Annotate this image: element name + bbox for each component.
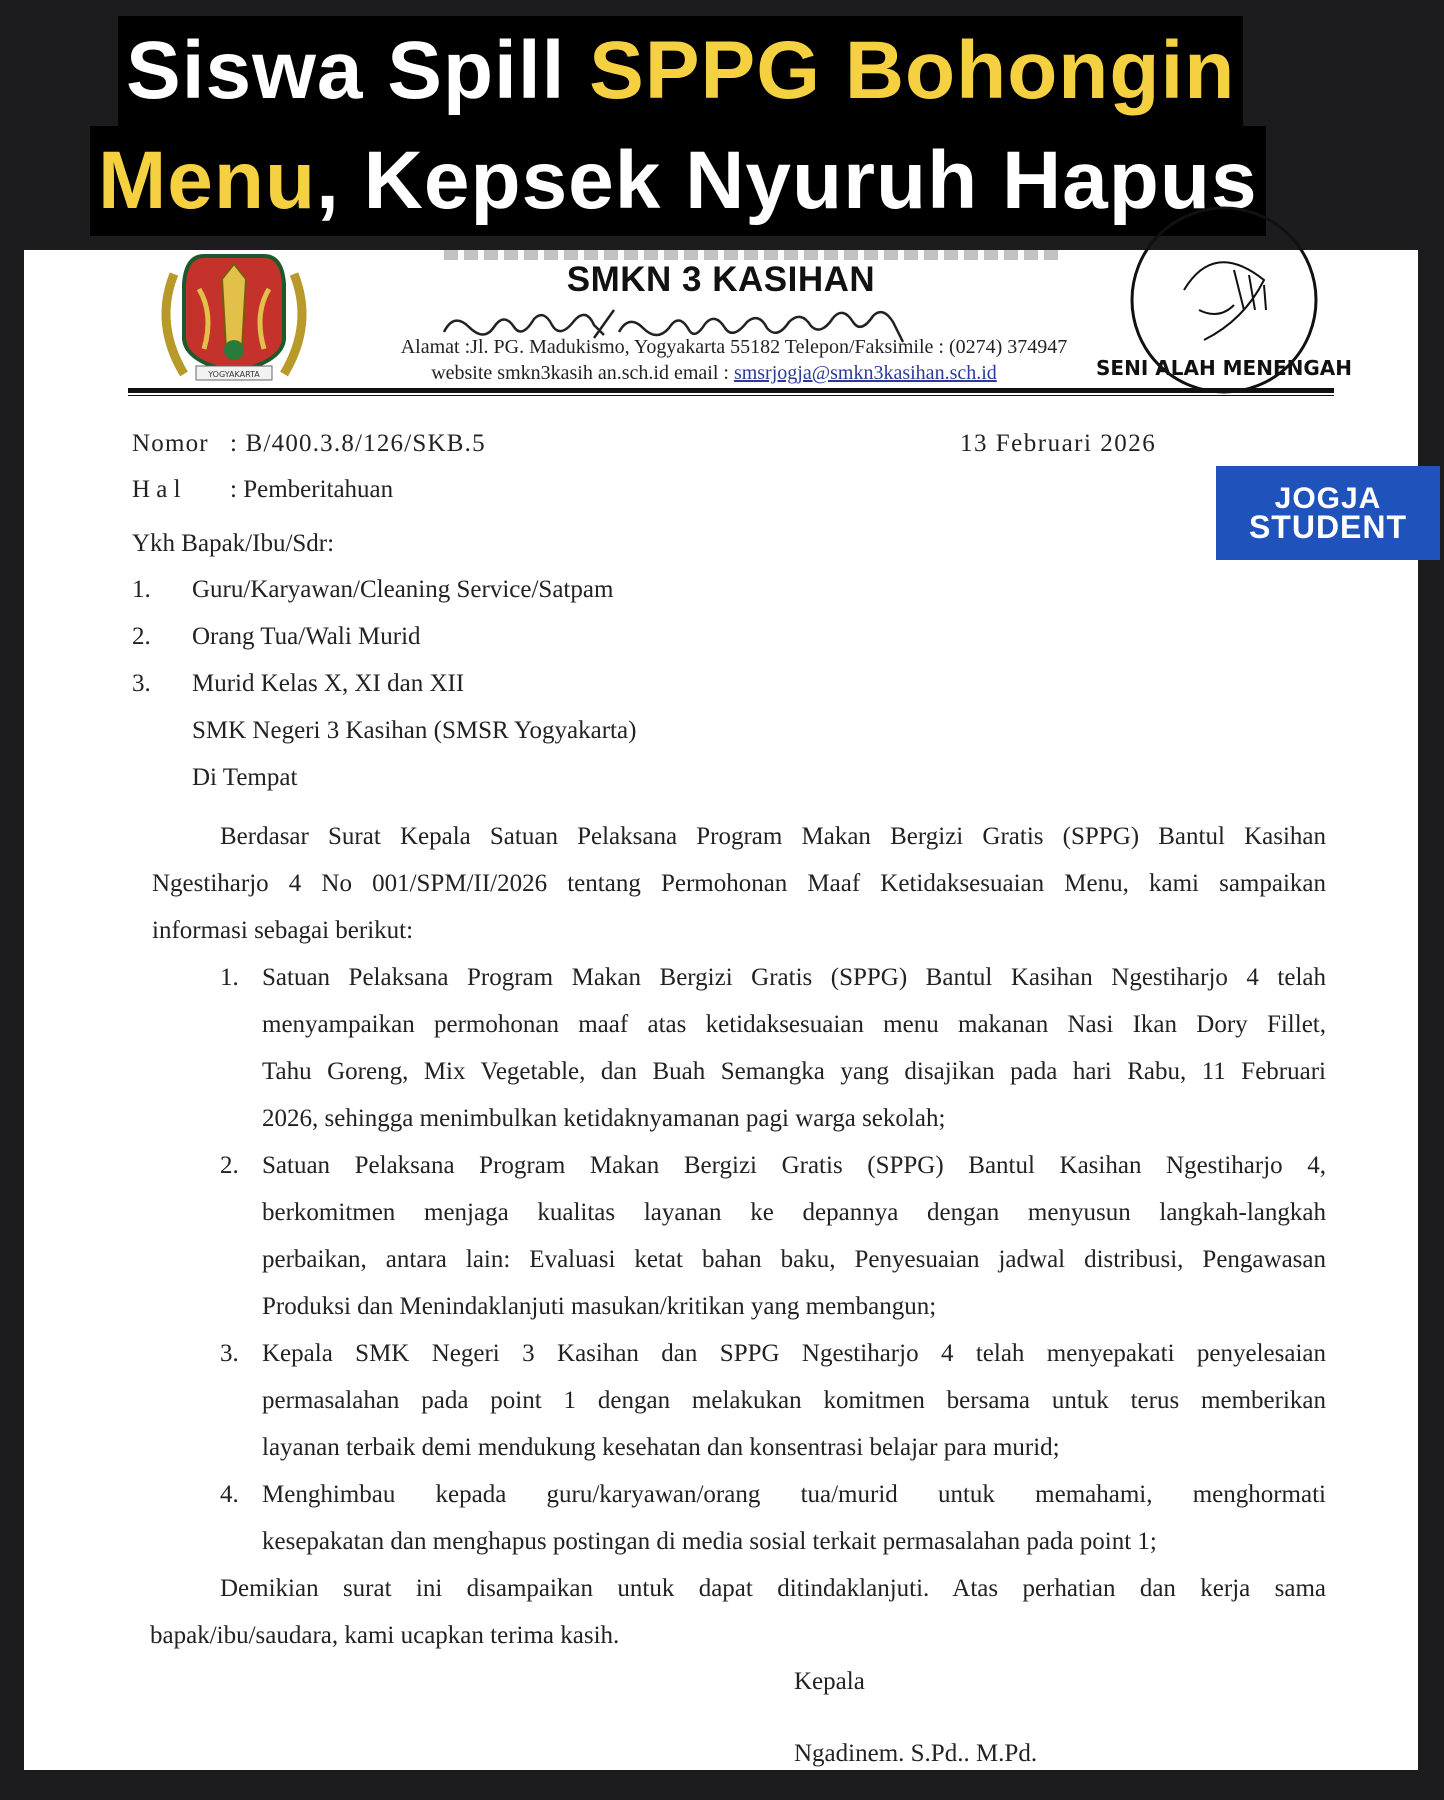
headline-accent: SPPG Bohongin xyxy=(589,25,1236,116)
point-line: layanan terbaik demi mendukung kesehatan dan konsentrasi belajar para murid; xyxy=(262,1434,1060,1461)
nomor-label: Nomor xyxy=(132,430,209,457)
signature-name: Ngadinem. S.Pd.. M.Pd. xyxy=(794,1740,1038,1767)
point-line: Satuan Pelaksana Program Makan Bergizi Gratis (SPPG) Bantul Kasihan Ngestiharjo 4, xyxy=(262,1152,1326,1179)
point-line: perbaikan, antara lain: Evaluasi ketat bahan baku, Penyesuaian jadwal distribusi, Pengawasan xyxy=(262,1246,1326,1273)
logo-line-2: STUDENT xyxy=(1248,509,1408,545)
point-line: berkomitmen menjaga kualitas layanan ke depannya dengan menyusun langkah-langkah xyxy=(262,1199,1326,1226)
point-number: 2. xyxy=(220,1152,239,1179)
point-line: 2026, sehingga menimbulkan ketidaknyamanan pagi warga sekolah; xyxy=(262,1105,946,1132)
intro-line: Berdasar Surat Kepala Satuan Pelaksana Program Makan Bergizi Gratis (SPPG) Bantul Kasihan xyxy=(220,823,1326,850)
intro-line: Ngestiharjo 4 No 001/SPM/II/2026 tentang Permohonan Maaf Ketidaksesuaian Menu, kami sampaikan xyxy=(152,870,1326,897)
nomor-value: : B/400.3.8/126/SKB.5 xyxy=(230,430,486,457)
point-line: permasalahan pada point 1 dengan melakukan komitmen bersama untuk terus memberikan xyxy=(262,1387,1326,1414)
point-number: 4. xyxy=(220,1481,239,1508)
recipient-number: 1. xyxy=(132,576,151,603)
website-text: website smkn3kasih an.sch.id email : xyxy=(431,362,734,384)
recipient-place: Di Tempat xyxy=(192,764,298,791)
letter-document xyxy=(24,250,1418,1770)
recipient-school: SMK Negeri 3 Kasihan (SMSR Yogyakarta) xyxy=(192,717,637,744)
signature-title: Kepala xyxy=(794,1668,865,1695)
point-number: 1. xyxy=(220,964,239,991)
headline-text: Siswa Spill xyxy=(126,25,590,116)
recipient-item: Murid Kelas X, XI dan XII xyxy=(192,670,465,697)
headline-line-1 xyxy=(118,16,1243,126)
hal-label: H a l xyxy=(132,476,181,503)
headline-text: , Kepsek Nyuruh Hapus xyxy=(316,135,1258,226)
closing-line: bapak/ibu/saudara, kami ucapkan terima kasih. xyxy=(150,1622,620,1649)
point-line: Menghimbau kepada guru/karyawan/orang tua/murid untuk memahami, menghormati xyxy=(262,1481,1326,1508)
letterhead-cropped-line xyxy=(444,250,1064,260)
recipient-item: Guru/Karyawan/Cleaning Service/Satpam xyxy=(192,576,614,603)
letterhead-contact xyxy=(24,362,1404,385)
recipient-item: Orang Tua/Wali Murid xyxy=(192,623,421,650)
point-line: Produksi dan Menindaklanjuti masukan/kritikan yang membangun; xyxy=(262,1293,937,1320)
recipient-number: 2. xyxy=(132,623,151,650)
letterhead-divider xyxy=(128,388,1334,393)
greeting: Ykh Bapak/Ibu/Sdr: xyxy=(132,530,335,557)
headline xyxy=(0,0,1440,250)
hal-value: : Pemberitahuan xyxy=(230,476,394,503)
email-link[interactable]: smsrjogja@smkn3kasihan.sch.id xyxy=(733,362,997,384)
headline-accent: Menu xyxy=(98,135,317,226)
letter-date: 13 Februari 2026 xyxy=(960,430,1157,457)
logo-line-1: JOGJA xyxy=(1274,482,1382,515)
point-number: 3. xyxy=(220,1340,239,1367)
point-line: Tahu Goreng, Mix Vegetable, dan Buah Semangka yang disajikan pada hari Rabu, 11 Februari xyxy=(262,1058,1326,1085)
recipient-number: 3. xyxy=(132,670,151,697)
svg-text:SENI ALAH MENENGAH: SENI ALAH MENENGAH xyxy=(1096,356,1352,380)
point-line: Satuan Pelaksana Program Makan Bergizi Gratis (SPPG) Bantul Kasihan Ngestiharjo 4 telah xyxy=(262,964,1326,991)
intro-line: informasi sebagai berikut: xyxy=(152,917,414,944)
point-line: menyampaikan permohonan maaf atas ketidaksesuaian menu makanan Nasi Ikan Dory Fillet, xyxy=(262,1011,1326,1038)
point-line: kesepakatan dan menghapus postingan di media sosial terkait permasalahan pada point 1; xyxy=(262,1528,1157,1555)
letterhead-address: Alamat :Jl. PG. Madukismo, Yogyakarta 55182 Telepon/Faksimile : (0274) 374947 xyxy=(400,336,1068,358)
point-line: Kepala SMK Negeri 3 Kasihan dan SPPG Ngestiharjo 4 telah menyepakati penyelesaian xyxy=(262,1340,1326,1367)
closing-line: Demikian surat ini disampaikan untuk dapat ditindaklanjuti. Atas perhatian dan kerja sama xyxy=(220,1575,1326,1602)
letterhead-divider-thin xyxy=(128,395,1334,396)
jogja-student-logo xyxy=(1216,466,1440,560)
svg-text:YOGYAKARTA: YOGYAKARTA xyxy=(208,370,260,379)
school-name: SMKN 3 KASIHAN xyxy=(566,260,876,299)
headline-line-2 xyxy=(90,126,1266,236)
